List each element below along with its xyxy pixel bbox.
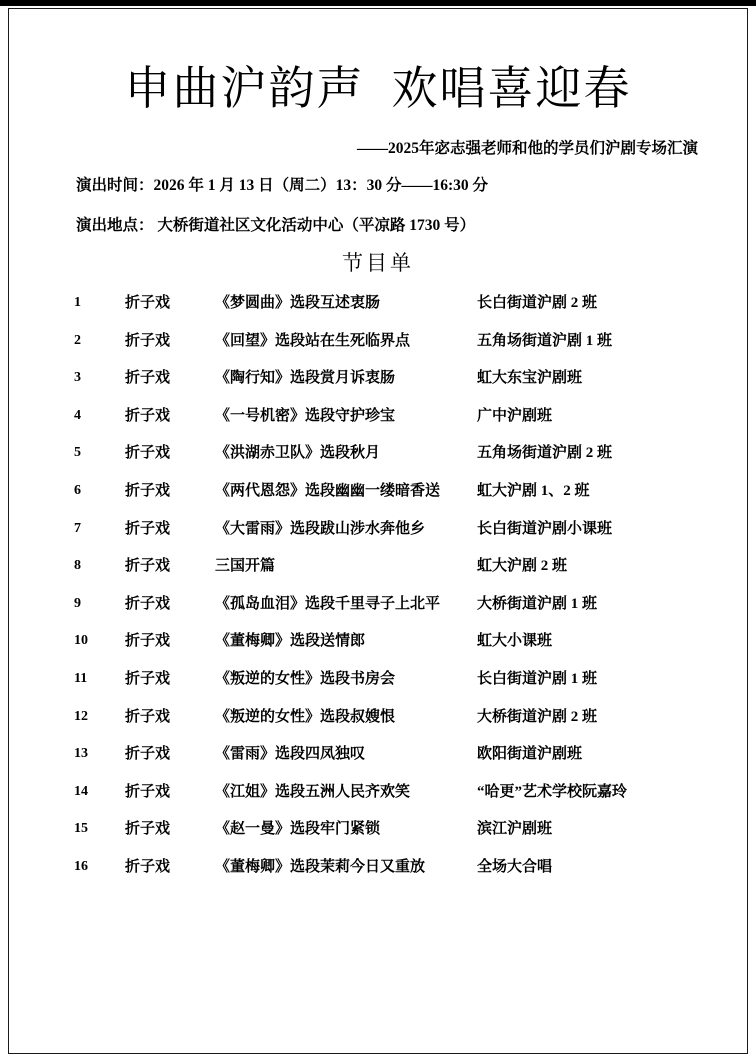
program-row-category: 折子戏 <box>125 295 171 311</box>
program-row-troupe: 虹大沪剧 2 班 <box>477 558 568 575</box>
program-row-category: 折子戏 <box>125 407 171 424</box>
program-row-category: 折子戏 <box>125 482 171 499</box>
program-row-index: 8 <box>74 558 81 574</box>
program-row-troupe: 长白街道沪剧小课班 <box>477 520 613 537</box>
program-row-troupe: “哈更”艺术学校阮嘉玲 <box>477 783 628 800</box>
table-row <box>0 326 756 364</box>
table-row <box>0 514 756 552</box>
program-row-troupe: 虹大东宝沪剧班 <box>477 370 583 387</box>
program-row-title: 《一号机密》选段守护珍宝 <box>215 407 396 424</box>
program-row-index: 12 <box>74 708 88 724</box>
program-row-title: 《叛逆的女性》选段叔嫂恨 <box>215 708 396 725</box>
table-row <box>0 551 756 589</box>
program-row-category: 折子戏 <box>125 445 171 462</box>
program-row-title: 《董梅卿》选段茉莉今日又重放 <box>215 858 426 875</box>
program-row-title: 三国开篇 <box>215 558 276 575</box>
program-row-title: 《陶行知》选段赏月诉衷肠 <box>215 370 396 387</box>
program-row-troupe: 大桥街道沪剧 2 班 <box>477 708 598 725</box>
program-row-category: 折子戏 <box>125 708 171 725</box>
program-row-troupe: 五角场街道沪剧 2 班 <box>477 445 613 462</box>
program-row-index: 10 <box>74 633 88 649</box>
program-row-category: 折子戏 <box>125 633 171 650</box>
table-row <box>0 814 756 852</box>
program-row-title: 《大雷雨》选段跋山涉水奔他乡 <box>215 520 426 537</box>
program-row-title: 《回望》选段站在生死临界点 <box>215 332 411 349</box>
program-row-category: 折子戏 <box>125 746 171 763</box>
table-row <box>0 476 756 514</box>
program-row-category: 折子戏 <box>125 332 171 349</box>
program-row-index: 11 <box>74 670 88 686</box>
program-row-troupe: 虹大小课班 <box>477 633 553 650</box>
table-row <box>0 664 756 702</box>
program-row-title: 《两代恩怨》选段幽幽一缕暗香送 <box>215 482 441 499</box>
program-row-index: 2 <box>74 332 81 348</box>
table-row <box>0 739 756 777</box>
program-row-title: 《雷雨》选段四凤独叹 <box>215 746 366 763</box>
table-row <box>0 777 756 815</box>
program-row-category: 折子戏 <box>125 821 171 838</box>
program-row-index: 16 <box>74 858 88 874</box>
program-row-title: 《江姐》选段五洲人民齐欢笑 <box>215 783 411 800</box>
program-row-category: 折子戏 <box>125 783 171 800</box>
program-row-category: 折子戏 <box>125 370 171 387</box>
program-row-category: 折子戏 <box>125 558 171 575</box>
poster-subtitle: ——2025年宓志强老师和他的学员们沪剧专场汇演 <box>356 140 698 157</box>
program-row-category: 折子戏 <box>125 520 171 537</box>
program-row-title: 《董梅卿》选段送情郎 <box>215 633 366 650</box>
program-row-category: 折子戏 <box>125 670 171 687</box>
program-row-troupe: 欧阳街道沪剧班 <box>477 746 583 763</box>
program-row-index: 4 <box>74 407 81 423</box>
program-row-index: 15 <box>74 821 88 837</box>
table-row <box>0 852 756 890</box>
program-row-index: 3 <box>74 370 81 386</box>
program-row-index: 6 <box>74 482 81 498</box>
program-list <box>0 288 756 890</box>
program-row-index: 9 <box>74 595 81 611</box>
program-row-title: 《赵一曼》选段牢门紧锁 <box>215 821 381 838</box>
table-row <box>0 626 756 664</box>
program-row-troupe: 虹大沪剧 1、2 班 <box>477 482 590 499</box>
program-row-title: 《梦圆曲》选段互述衷肠 <box>215 295 381 311</box>
program-row-index: 7 <box>74 520 81 536</box>
program-row-title: 《洪湖赤卫队》选段秋月 <box>215 445 381 462</box>
program-row-title: 《孤岛血泪》选段千里寻子上北平 <box>215 595 441 612</box>
table-row <box>0 589 756 627</box>
table-row <box>0 363 756 401</box>
program-row-troupe: 五角场街道沪剧 1 班 <box>477 332 613 349</box>
program-row-troupe: 全场大合唱 <box>477 858 553 875</box>
table-row <box>0 438 756 476</box>
program-row-index: 14 <box>74 783 88 799</box>
program-row-title: 《叛逆的女性》选段书房会 <box>215 670 396 687</box>
program-row-troupe: 广中沪剧班 <box>477 407 553 424</box>
program-list-heading: 节目单 <box>342 251 414 275</box>
page-title: 申曲沪韵声 欢唱喜迎春 <box>124 63 632 114</box>
program-row-troupe: 滨江沪剧班 <box>477 821 553 838</box>
program-row-troupe: 大桥街道沪剧 1 班 <box>477 595 598 612</box>
program-row-index: 5 <box>74 445 81 461</box>
program-row-troupe: 长白街道沪剧 1 班 <box>477 670 598 687</box>
table-row <box>0 401 756 439</box>
performance-time: 演出时间：2026 年 1 月 13 日（周二）13：30 分——16:30 分 <box>76 177 489 194</box>
program-row-index: 13 <box>74 746 88 762</box>
program-row-troupe: 长白街道沪剧 2 班 <box>477 295 598 311</box>
table-row <box>0 288 756 326</box>
program-row-category: 折子戏 <box>125 858 171 875</box>
performance-place: 演出地点： 大桥街道社区文化活动中心（平凉路 1730 号） <box>76 217 476 234</box>
program-row-index: 1 <box>74 295 81 310</box>
table-row <box>0 702 756 740</box>
program-row-category: 折子戏 <box>125 595 171 612</box>
